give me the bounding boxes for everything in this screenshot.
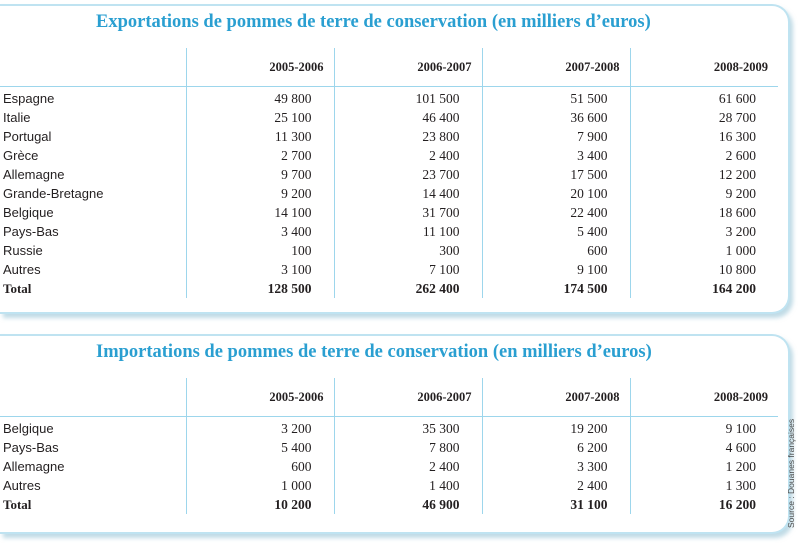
source-credit: Source : Douanes françaises [786,418,796,528]
cell-value: 9 100 [630,417,778,439]
cell-value: 9 200 [630,184,778,203]
cell-value: 101 500 [334,87,482,109]
import-table-panel [0,334,790,534]
table-row [0,165,778,184]
cell-value: 11 100 [334,222,482,241]
total-row [0,495,778,514]
table-row [0,457,778,476]
cell-value: 1 000 [186,476,334,495]
cell-value: 28 700 [630,108,778,127]
import-col-header: 2008-2009 [630,378,778,417]
cell-value: 3 200 [186,417,334,439]
import-header-corner [0,378,186,417]
cell-value: 49 800 [186,87,334,109]
cell-value: 10 800 [630,260,778,279]
table-row [0,146,778,165]
cell-value: 100 [186,241,334,260]
cell-value: 7 800 [334,438,482,457]
cell-value: 16 300 [630,127,778,146]
row-label: Espagne [3,91,55,106]
cell-value: 600 [482,241,630,260]
cell-value: 14 100 [186,203,334,222]
row-label: Grèce [3,148,39,163]
total-value: 31 100 [482,495,630,514]
row-label: Grande-Bretagne [3,186,104,201]
total-label: Total [3,497,32,512]
table-row [0,87,778,109]
table-row [0,260,778,279]
cell-value: 20 100 [482,184,630,203]
table-row [0,127,778,146]
table-row [0,222,778,241]
cell-value: 3 300 [482,457,630,476]
cell-value: 2 700 [186,146,334,165]
cell-value: 6 200 [482,438,630,457]
import-table [0,378,778,514]
table-row [0,241,778,260]
export-table-title: Exportations de pommes de terre de conservation (en milliers d’euros) [96,12,651,32]
total-value: 128 500 [186,279,334,298]
row-label: Italie [3,110,31,125]
export-header-corner [0,48,186,87]
cell-value: 1 000 [630,241,778,260]
cell-value: 22 400 [482,203,630,222]
cell-value: 17 500 [482,165,630,184]
cell-value: 9 100 [482,260,630,279]
cell-value: 23 700 [334,165,482,184]
import-col-header: 2005-2006 [186,378,334,417]
import-col-header: 2007-2008 [482,378,630,417]
cell-value: 18 600 [630,203,778,222]
export-col-header: 2006-2007 [334,48,482,87]
cell-value: 600 [186,457,334,476]
cell-value: 2 400 [334,457,482,476]
cell-value: 12 200 [630,165,778,184]
cell-value: 4 600 [630,438,778,457]
cell-value: 9 700 [186,165,334,184]
total-value: 174 500 [482,279,630,298]
table-row [0,476,778,495]
row-label: Pays-Bas [3,440,59,455]
table-row [0,438,778,457]
cell-value: 35 300 [334,417,482,439]
row-label: Belgique [3,421,54,436]
total-value: 16 200 [630,495,778,514]
cell-value: 300 [334,241,482,260]
cell-value: 1 400 [334,476,482,495]
cell-value: 1 200 [630,457,778,476]
cell-value: 7 900 [482,127,630,146]
cell-value: 61 600 [630,87,778,109]
export-col-header: 2007-2008 [482,48,630,87]
cell-value: 3 400 [482,146,630,165]
table-row [0,417,778,439]
cell-value: 23 800 [334,127,482,146]
cell-value: 5 400 [482,222,630,241]
cell-value: 3 100 [186,260,334,279]
table-row [0,203,778,222]
cell-value: 25 100 [186,108,334,127]
cell-value: 3 200 [630,222,778,241]
cell-value: 11 300 [186,127,334,146]
row-label: Allemagne [3,167,65,182]
total-value: 164 200 [630,279,778,298]
cell-value: 14 400 [334,184,482,203]
total-value: 262 400 [334,279,482,298]
cell-value: 3 400 [186,222,334,241]
row-label: Allemagne [3,459,65,474]
export-col-header: 2005-2006 [186,48,334,87]
total-value: 46 900 [334,495,482,514]
export-table-panel [0,4,790,314]
cell-value: 2 600 [630,146,778,165]
cell-value: 36 600 [482,108,630,127]
export-header-row [0,48,778,87]
row-label: Belgique [3,205,54,220]
cell-value: 19 200 [482,417,630,439]
cell-value: 7 100 [334,260,482,279]
import-header-row [0,378,778,417]
export-col-header: 2008-2009 [630,48,778,87]
cell-value: 31 700 [334,203,482,222]
row-label: Pays-Bas [3,224,59,239]
cell-value: 9 200 [186,184,334,203]
row-label: Russie [3,243,43,258]
total-label: Total [3,281,32,296]
import-table-title: Importations de pommes de terre de conservation (en milliers d’euros) [96,342,652,362]
total-row [0,279,778,298]
cell-value: 1 300 [630,476,778,495]
row-label: Autres [3,478,41,493]
export-table [0,48,778,298]
import-col-header: 2006-2007 [334,378,482,417]
total-value: 10 200 [186,495,334,514]
cell-value: 5 400 [186,438,334,457]
cell-value: 51 500 [482,87,630,109]
table-row [0,108,778,127]
cell-value: 46 400 [334,108,482,127]
cell-value: 2 400 [482,476,630,495]
table-row [0,184,778,203]
row-label: Portugal [3,129,52,144]
cell-value: 2 400 [334,146,482,165]
row-label: Autres [3,262,41,277]
